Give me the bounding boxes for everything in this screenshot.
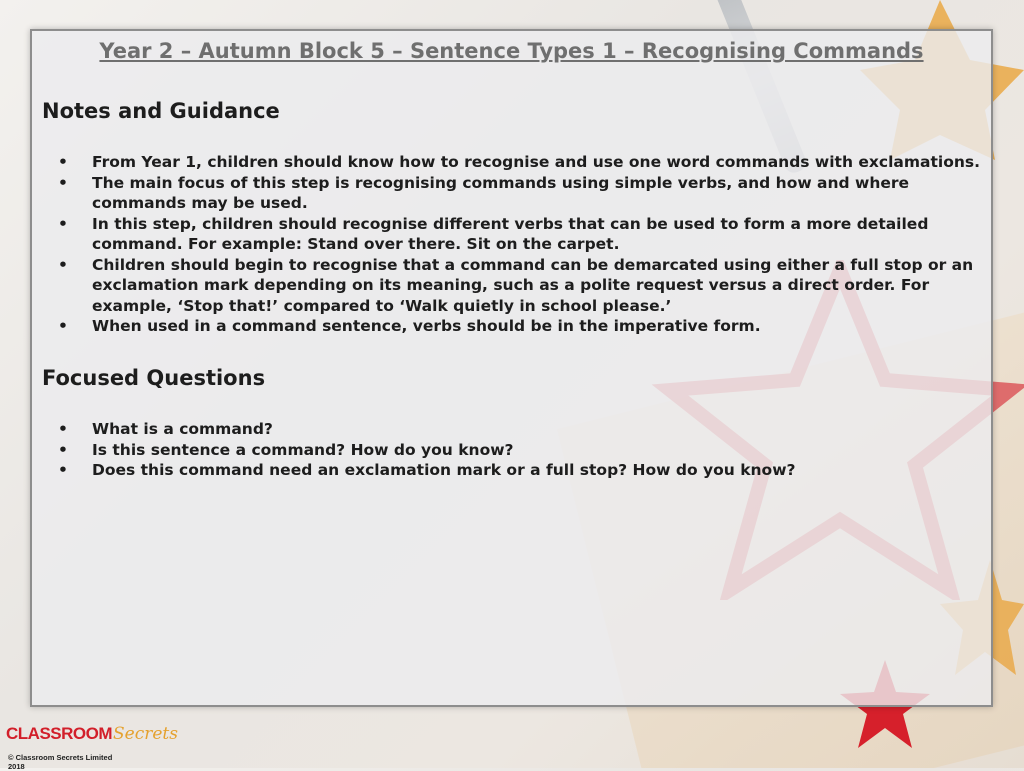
notes-item-text: In this step, children should recognise different verbs that can be used to form a more detailed command. For example: Stand over there. Sit on the carpet. [92,214,929,253]
notes-item-text: When used in a command sentence, verbs should be in the imperative form. [92,317,761,335]
copyright-text: © Classroom Secrets Limited 2018 [8,753,113,771]
questions-heading: Focused Questions [42,366,266,390]
bullet-icon: • [58,214,68,233]
bullet-icon: • [58,461,68,479]
logo-main-text: CLASSROOM [6,724,112,743]
bullet-icon: • [58,173,68,192]
list-item [42,173,982,214]
list-item [42,255,982,317]
bullet-icon: • [58,153,68,171]
classroom-secrets-logo [6,724,178,744]
question-item-text: Is this sentence a command? How do you know? [92,440,514,459]
notes-item-text: The main focus of this step is recognising commands using simple verbs, and how and where commands may be used. [92,173,910,212]
list-item [42,419,982,440]
list-item [42,460,982,481]
questions-list [42,419,982,481]
notes-item-text: Children should begin to recognise that a command can be demarcated using either a full stop or an exclamation mark depending on its meaning, such as a polite request versus a direct order. For example, ‘Stop that!’ compared to ‘Walk quietly in school please.’ [92,255,974,315]
list-item [42,316,982,337]
question-item-text: Does this command need an exclamation mark or a full stop? How do you know? [92,461,796,479]
notes-item-text: From Year 1, children should know how to recognise and use one word commands with exclamations. [92,153,981,171]
content-panel [30,29,993,707]
notes-list [42,152,982,337]
list-item [42,152,982,173]
question-item-text: What is a command? [92,420,273,438]
list-item [42,440,982,461]
bullet-icon: • [58,420,68,438]
notes-heading: Notes and Guidance [42,99,280,123]
list-item [42,214,982,255]
bullet-icon: • [58,440,68,459]
page-title: Year 2 – Autumn Block 5 – Sentence Types 1 – Recognising Commands [99,39,924,63]
bullet-icon: • [58,255,68,274]
bullet-icon: • [58,317,68,335]
logo-script-text: Secrets [113,724,178,744]
